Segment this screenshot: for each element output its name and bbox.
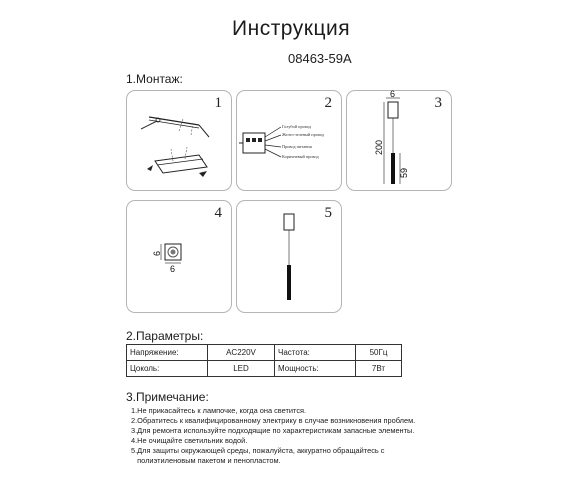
param-label: Мощность: xyxy=(275,361,356,377)
wire-label-blue: Голубой провод xyxy=(282,124,311,129)
param-value: AC220V xyxy=(208,345,275,361)
panel-number: 1 xyxy=(214,95,222,111)
param-label: Частота: xyxy=(275,345,356,361)
list-item: 4.Не очищайте светильник водой. xyxy=(131,436,248,445)
notes-list xyxy=(131,406,461,466)
wire-label-brown: Коричневый провод xyxy=(282,154,319,159)
section-mount-heading: 1.Монтаж: xyxy=(126,72,183,86)
panel-number: 4 xyxy=(214,205,222,221)
table-row xyxy=(127,361,402,377)
list-item: 5.Для защиты окружающей среды, пожалуйста, аккуратно обращайтесь с xyxy=(131,446,385,455)
panel-number: 2 xyxy=(324,95,332,111)
param-label: Напряжение: xyxy=(127,345,208,361)
canopy-top-view-illustration xyxy=(127,201,231,312)
panel-number: 5 xyxy=(324,205,332,221)
list-item: 1.Не прикасайтесь к лампочке, когда она светится. xyxy=(131,406,307,415)
dimension-total-height: 200 xyxy=(374,139,384,155)
section-params-heading: 2.Параметры: xyxy=(126,329,204,343)
diagram-panel-2 xyxy=(236,90,342,191)
assembled-lamp-illustration xyxy=(237,201,341,312)
dimension-canopy-width: 6 xyxy=(390,89,396,99)
dimension-lamp-length: 59 xyxy=(399,167,409,178)
param-label: Цоколь: xyxy=(127,361,208,377)
panel-number: 3 xyxy=(434,95,442,111)
diagram-panel-4 xyxy=(126,200,232,313)
diagram-panel-5 xyxy=(236,200,342,313)
wire-label-power: Провод питания xyxy=(282,144,312,149)
diagram-panel-3 xyxy=(346,90,452,191)
wiring-illustration xyxy=(237,91,341,190)
list-item: полиэтиленовым пакетом и пенопластом. xyxy=(131,456,281,465)
param-value: LED xyxy=(208,361,275,377)
section-notes-heading: 3.Примечание: xyxy=(126,390,209,404)
diagram-panel-1 xyxy=(126,90,232,191)
parameters-table xyxy=(126,344,402,377)
list-item: 2.Обратитесь к квалифицированному электрику в случае возникновения проблем. xyxy=(131,416,416,425)
list-item: 3.Для ремонта используйте подходящие по характеристикам запасные элементы. xyxy=(131,426,415,435)
bracket-mount-illustration xyxy=(127,91,231,190)
dimension-illustration xyxy=(347,91,451,190)
dimension-canopy-height: 6 xyxy=(152,250,162,256)
table-row xyxy=(127,345,402,361)
dimension-canopy-width: 6 xyxy=(170,264,176,274)
wire-label-yellow-green: Желто-зеленый провод xyxy=(282,132,325,137)
param-value: 50Гц xyxy=(356,345,402,361)
document-title: Инструкция xyxy=(232,17,351,40)
param-value: 7Вт xyxy=(356,361,402,377)
model-number: 08463-59A xyxy=(288,51,352,66)
